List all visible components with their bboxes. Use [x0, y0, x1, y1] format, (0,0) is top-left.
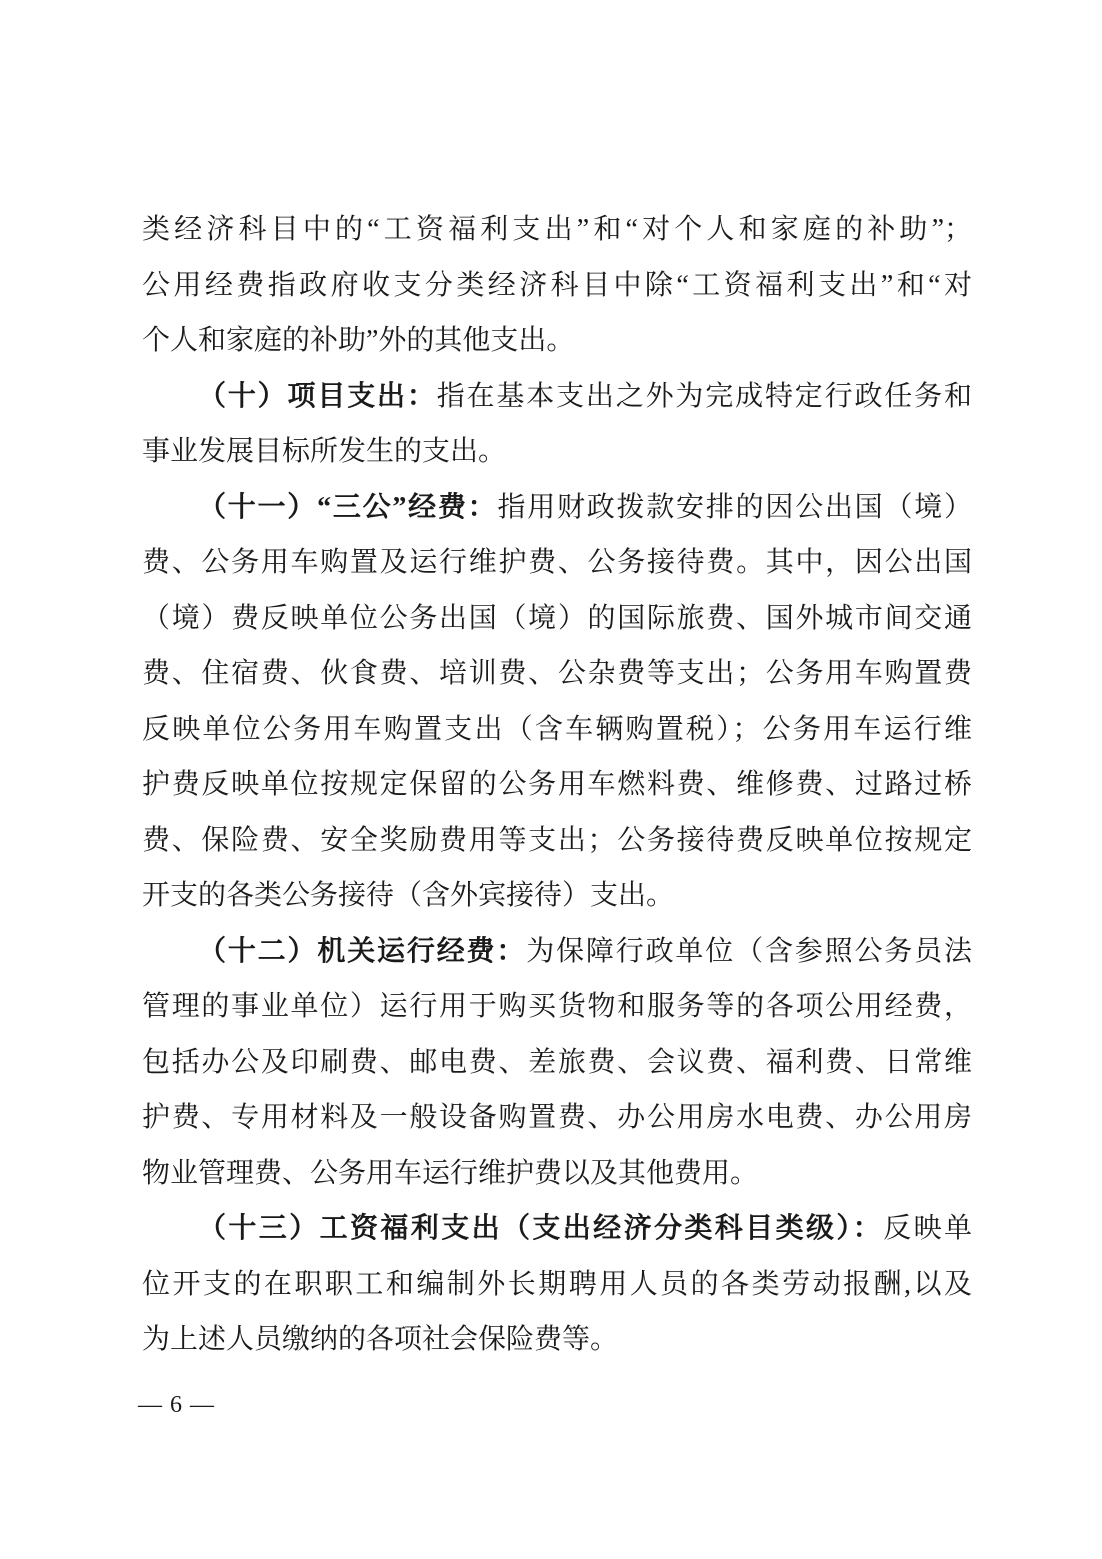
body-text: 反映单位公务用车购置支出（含车辆购置税）；公务用车运行维 [142, 713, 972, 745]
text-line [142, 369, 972, 425]
body-text: 费、住宿费、伙食费、培训费、公杂费等支出；公务用车购置费 [142, 658, 972, 689]
body-text: 费、公务用车购置及运行维护费、公务接待费。其中，因公出国 [142, 547, 972, 578]
text-line [142, 480, 972, 536]
text-line [142, 202, 972, 258]
text-line [142, 979, 972, 1035]
body-text: 费、保险费、安全奖励费用等支出；公务接待费反映单位按规定 [142, 824, 972, 856]
text-line [142, 868, 972, 924]
body-text: 位开支的在职职工和编制外长期聘用人员的各类劳动报酬,以及 [142, 1268, 972, 1300]
body-text: 为上述人员缴纳的各项社会保险费等。 [142, 1324, 619, 1355]
text-line [142, 591, 972, 647]
text-line [142, 1146, 972, 1202]
text-line [142, 924, 972, 980]
term-heading-text: （十二）机关运行经费： [198, 935, 527, 967]
text-line [142, 702, 972, 758]
page-number: — 6 — [138, 1392, 215, 1418]
body-text: 物业管理费、公务用车运行维护费以及其他费用。 [142, 1157, 759, 1189]
text-line [142, 757, 972, 813]
body-text: 管理的事业单位）运行用于购买货物和服务等的各项公用经费， [142, 991, 972, 1022]
body-text: 护费反映单位按规定保留的公务用车燃料费、维修费、过路过桥 [142, 769, 972, 800]
body-text: 指用财政拨款安排的因公出国（境） [497, 491, 972, 523]
body-text: 反映单 [883, 1213, 972, 1244]
text-line [142, 1257, 972, 1313]
body-text: 指在基本支出之外为完成特定行政任务和 [436, 380, 972, 412]
body-text: 护费、专用材料及一般设备购置费、办公用房水电费、办公用房 [142, 1102, 972, 1133]
body-text: 公用经费指政府收支分类经济科目中除“工资福利支出”和“对 [142, 269, 972, 301]
body-text: 类经济科目中的“工资福利支出”和“对个人和家庭的补助”； [142, 214, 972, 245]
text-line [142, 813, 972, 869]
body-text: 事业发展目标所发生的支出。 [142, 436, 507, 467]
body-text: 为保障行政单位（含参照公务员法 [526, 935, 972, 967]
text-block [142, 202, 972, 1368]
text-line [142, 1201, 972, 1257]
body-text: 个人和家庭的补助”外的其他支出。 [142, 325, 575, 356]
body-text: 开支的各类公务接待（含外宾接待）支出。 [142, 880, 675, 911]
text-line [142, 1035, 972, 1091]
text-line [142, 1312, 972, 1368]
text-line [142, 535, 972, 591]
text-line [142, 1090, 972, 1146]
text-line [142, 258, 972, 314]
text-line [142, 424, 972, 480]
body-text: 包括办公及印刷费、邮电费、差旅费、会议费、福利费、日常维 [142, 1046, 972, 1078]
term-heading-text: （十三）工资福利支出（支出经济分类科目类级）： [198, 1213, 884, 1244]
body-text: （境）费反映单位公务出国（境）的国际旅费、国外城市间交通 [142, 602, 972, 634]
term-heading-text: （十）项目支出： [198, 380, 437, 412]
text-line [142, 646, 972, 702]
term-heading-text: （十一）“三公”经费： [198, 491, 498, 523]
text-line [142, 313, 972, 369]
